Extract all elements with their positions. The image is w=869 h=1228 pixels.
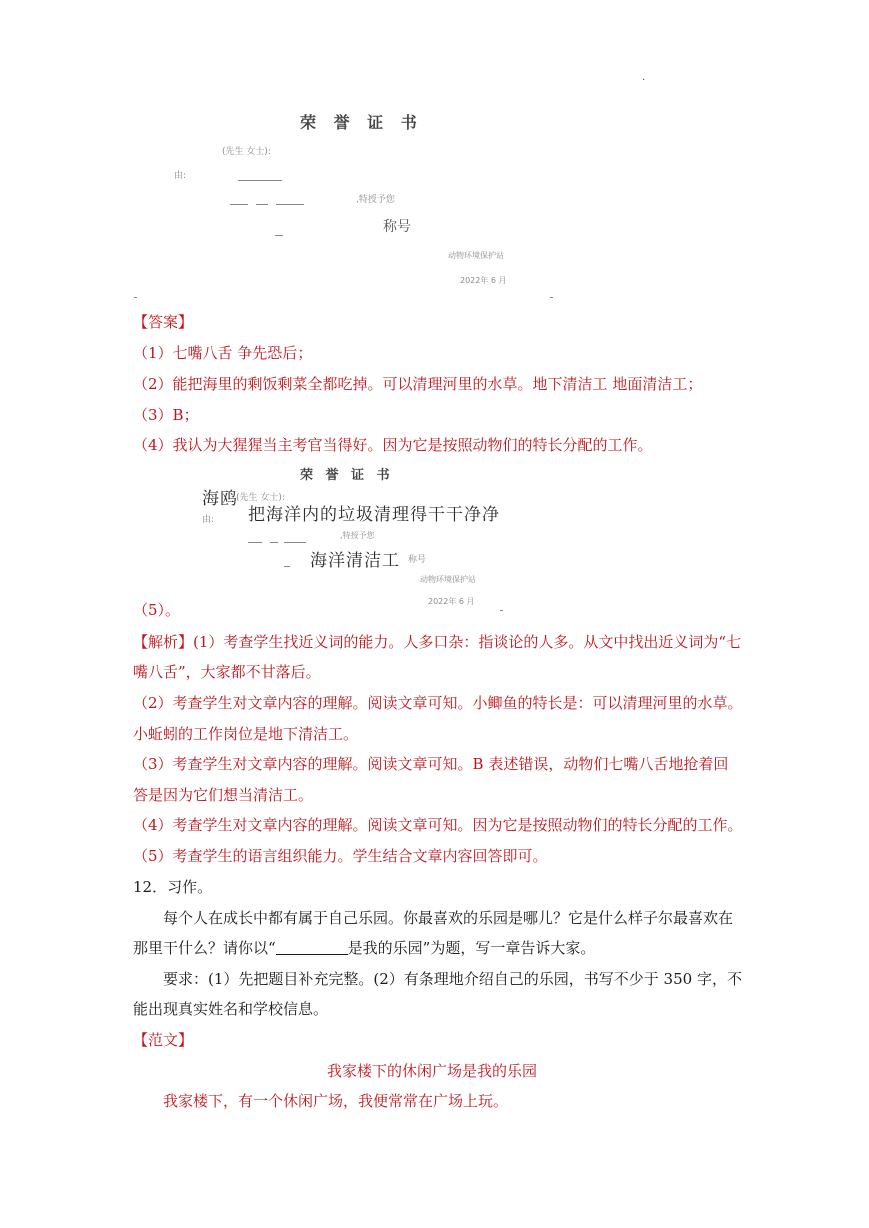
certificate-2-title: 荣 誉 证 书	[300, 468, 394, 483]
answer-1: （1）七嘴八舌 争先恐后；	[133, 344, 313, 362]
certificate-2-by-label: 由:	[202, 515, 215, 525]
certificate-2-issuer: 动物环境保护站	[420, 575, 476, 584]
analysis-line-3: （2）考查学生对文章内容的理解。阅读文章可知。小鲫鱼的特长是：可以清理河里的水草。	[133, 694, 743, 712]
answer-5: （5）。	[133, 601, 181, 619]
certificate-1-title: 荣 誉 证 书	[300, 113, 423, 132]
certificate-1-date: 2022年 6 月	[460, 276, 507, 285]
question-12-paragraph-1-line-2	[133, 938, 595, 958]
certificate-1-special-text: ,特授予您	[356, 195, 395, 205]
answer-3: （3）B；	[133, 406, 199, 424]
certificate-1-issuer: 动物环境保护站	[448, 251, 504, 260]
analysis-line-5: （3）考查学生对文章内容的理解。阅读文章可知。B 表述错误，动物们七嘴八舌地抢着回	[133, 755, 729, 773]
sample-title: 我家楼下的休闲广场是我的乐园	[327, 1062, 538, 1080]
certificate-2-salutation: (先生 女士):	[236, 493, 285, 503]
certificate-2-date: 2022年 6 月	[428, 597, 475, 606]
certificate-1-salutation: (先生 女士):	[222, 147, 271, 157]
certificate-2-award: 海洋清洁工	[310, 551, 400, 571]
analysis-line-2: 嘴八舌”，大家都不甘落后。	[133, 663, 321, 681]
certificate-2-special-text: ,特授予您	[340, 531, 375, 540]
analysis-line-6: 答是因为它们想当清洁工。	[133, 786, 314, 804]
sample-line-1: 我家楼下，有一个休闲广场，我便常常在广场上玩。	[163, 1092, 509, 1110]
certificate-image-1	[130, 100, 570, 305]
answer-4: （4）我认为大猩猩当主考官当得好。因为它是按照动物们的特长分配的工作。	[133, 436, 653, 454]
analysis-line-1-text: (1）考查学生找近义词的能力。人多口杂：指谈论的人多。从文中找出近义词为“七	[193, 633, 742, 651]
certificate-2-deed: 把海洋内的垃圾清理得干干净净	[248, 505, 500, 525]
answer-2: （2）能把海里的剩饭剩菜全都吃掉。可以清理河里的水草。地下清洁工 地面清洁工；	[133, 375, 703, 393]
certificate-image-2	[190, 460, 520, 615]
question-12-prompt-pre: 那里干什么？请你以“	[133, 939, 276, 957]
analysis-line-1	[133, 632, 741, 652]
title-blank	[276, 940, 348, 955]
question-12-paragraph-2-line-1: 要求：(1）先把题目补充完整。(2）有条理地介绍自己的乐园，书写不少于 350 字，不	[163, 970, 742, 988]
question-12-paragraph-2-line-2: 能出现真实姓名和学校信息。	[133, 1000, 329, 1018]
question-12-prompt-post: 是我的乐园”为题，写一章告诉大家。	[347, 939, 596, 957]
certificate-2-name: 海鸥	[202, 489, 238, 509]
certificate-1-title-word: 称号	[383, 219, 411, 235]
analysis-line-8: （5）考查学生的语言组织能力。学生结合文章内容回答即可。	[133, 847, 548, 865]
answer-heading: 【答案】	[133, 313, 194, 331]
question-12-label: 12．习作。	[133, 878, 213, 896]
analysis-line-4: 小蚯蚓的工作岗位是地下清洁工。	[133, 725, 359, 743]
question-12-paragraph-1-line-1: 每个人在成长中都有属于自己乐园。你最喜欢的乐园是哪儿？它是什么样子尔最喜欢在	[163, 909, 734, 927]
certificate-2-title-word: 称号	[408, 555, 427, 565]
analysis-heading: 【解析】	[133, 633, 194, 651]
sample-heading: 【范文】	[133, 1031, 194, 1049]
certificate-1-by-label: 由:	[174, 171, 187, 181]
analysis-line-7: （4）考查学生对文章内容的理解。阅读文章可知。因为它是按照动物们的特长分配的工作。	[133, 816, 743, 834]
